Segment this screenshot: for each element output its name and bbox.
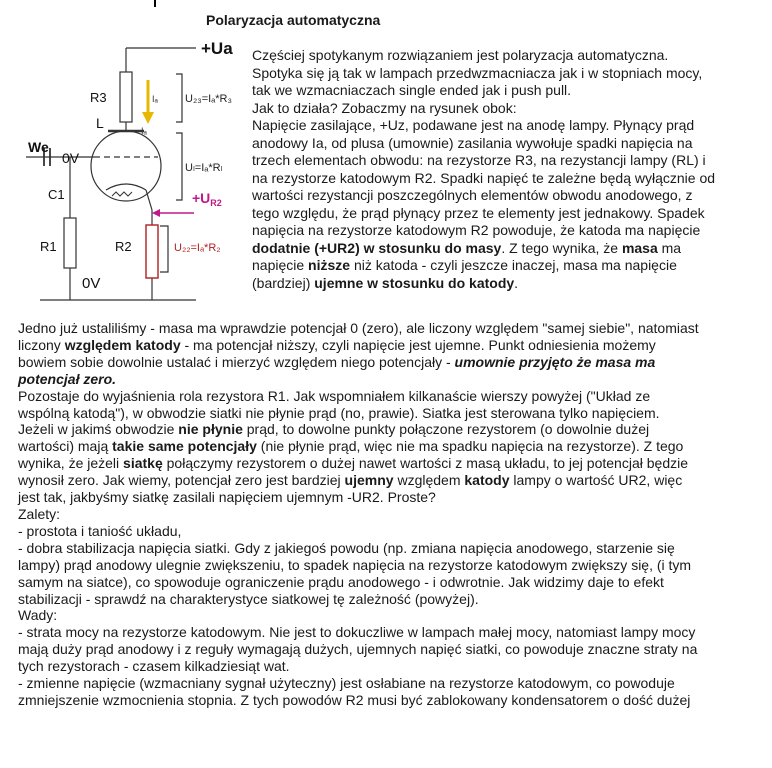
line-text: napięcie — [252, 257, 309, 273]
emphasis-text: niższe — [308, 257, 351, 273]
body-line: jest tak, jakbyśmy siatkę zasilali napięciem ujemnym -UR2. Proste? — [18, 489, 436, 506]
ground-0v-label: 0V — [82, 275, 101, 292]
body-line — [18, 472, 768, 489]
body-line: Zalety: — [18, 505, 61, 522]
top-divider — [154, 0, 156, 7]
body-line — [18, 354, 768, 371]
emphasis-text: potencjał zero. — [18, 370, 117, 387]
aside-line: Jak to działa? Zobaczmy na rysunek obok: — [252, 99, 517, 116]
line-text: niż katoda - czyli jeszcze inaczej, masa ma napięcie — [350, 257, 677, 273]
line-text: . — [514, 274, 519, 291]
line-text: . Z tego wynika, że — [501, 239, 622, 256]
r1-label: R1 — [40, 239, 57, 254]
aside-line: Częściej spotykanym rozwiązaniem jest polaryzacja automatyczna. — [252, 47, 669, 63]
tube-label: L — [96, 115, 104, 131]
body-line: - strata mocy na rezystorze katodowym. Nie jest to dokuczliwe w lampach małej mocy, natomiast lampy mocy — [18, 624, 696, 641]
emphasis-text: dodatnie (+UR2) w stosunku do masy — [252, 239, 502, 256]
line-text: liczony — [18, 336, 65, 353]
body-text — [18, 320, 768, 709]
ur2-formula: U₂₂=Iₐ*R₂ — [174, 242, 221, 254]
ia-arrow-label: Iₐ — [141, 126, 147, 136]
body-line: Pozostaje do wyjaśnienia rola rezystora R1. Jak wspomniałem kilkanaście wierszy powyżej ("Układ ze — [18, 387, 651, 404]
aside-text — [252, 47, 768, 292]
body-line — [18, 421, 768, 438]
ul-formula: Uₗ=Iₐ*Rₗ — [185, 162, 223, 174]
body-line — [18, 455, 768, 472]
r3-label: R3 — [90, 90, 107, 105]
r2-label: R2 — [115, 239, 132, 254]
line-text: wynika, że jeżeli — [18, 455, 124, 472]
aside-line: napięcia na rezystorze katodowym R2 powoduje, że katoda ma napięcie — [252, 222, 701, 238]
aside-line: na rezystorze katodowym R2. Spadki napięć te zależne będą wyłącznie od — [252, 169, 716, 186]
c1-label: C1 — [48, 187, 65, 202]
body-line: tych rezystorach - czasem kilkadziesiąt wat. — [18, 658, 290, 675]
circuit-diagram — [26, 30, 248, 314]
line-text: Jeżeli w jakimś obwodzie — [18, 421, 179, 438]
line-text: wynosił zero. Jak wiemy, potencjał zero jest bardziej — [18, 472, 345, 489]
body-line — [18, 438, 768, 455]
line-text: ma — [657, 239, 682, 256]
emphasis-text: ujemne w stosunku do katody — [314, 274, 515, 291]
aside-line: Spotyka się ją tak w lampach przedwzmacniacza jak i w stopniach mocy, — [252, 64, 703, 81]
aside-line: tego względu, że prąd płynący przez te elementy jest jednakowy. Spadek — [252, 204, 705, 221]
body-line: Jedno już ustaliliśmy - masa ma wprawdzie potencjał 0 (zero), ale liczony względem "samej siebie", natomiast — [18, 320, 699, 336]
emphasis-text: takie same potencjały — [112, 438, 257, 455]
aside-line: wartości rezystancji poszczególnych elementów obwodu anodowego, z — [252, 187, 693, 203]
ur2-plus-label: $+U_{R2}$ — [192, 190, 222, 208]
body-line: stabilizacji - sprawdź na charakterystyce siatkowej tę zależność (powyżej). — [18, 590, 479, 607]
ia-current-label: Iₐ — [152, 94, 158, 104]
line-text: bowiem sobie dowolnie ustalać i mierzyć względem niego potencjały - — [18, 353, 455, 370]
body-line — [18, 337, 768, 354]
aside-line — [252, 257, 768, 275]
body-line — [18, 371, 768, 388]
body-line: mają duży prąd anodowy i z reguły wymagają dużych, ujemnych napięć siatki, co powoduje znaczne straty na — [18, 641, 698, 658]
body-line: Wady: — [18, 607, 58, 624]
line-text: połączymy rezystorem o dużej nawet wartości z masą układu, to jej potencjał będzie — [162, 455, 688, 472]
aside-line: trzech elementach obwodu: na rezystorze R3, na rezystancji lampy (RL) i — [252, 152, 706, 168]
aside-line: anodowy Ia, od plusa (umownie) zasilania wywołuje spadki napięcia na — [252, 134, 693, 151]
body-line: zmniejszenie wzmocnienia stopnia. Z tych powodów R2 musi być zablokowany kondensatorem o dość dużej — [18, 691, 691, 708]
line-text: - ma potencjał niższy, czyli napięcie jest ujemne. Punkt odniesienia możemy — [180, 336, 656, 353]
line-text: lampy o wartość UR2, więc — [509, 472, 683, 489]
emphasis-text: masa — [621, 239, 658, 256]
aside-line — [252, 240, 768, 258]
line-text: (bardziej) — [252, 274, 315, 291]
aside-line — [252, 275, 768, 293]
ur3-formula: U₂₃=Iₐ*R₃ — [185, 93, 232, 105]
line-text: względem — [393, 472, 465, 489]
line-text: (nie płynie prąd, więc nie ma spadku napięcia na rezystorze). Z tego — [256, 438, 684, 455]
we-label: We — [28, 139, 49, 155]
emphasis-text: katody — [464, 472, 510, 489]
emphasis-text: siatkę — [123, 455, 163, 472]
emphasis-text: względem katody — [64, 336, 181, 353]
line-text: prąd, to dowolne punkty połączone rezystorem (o dowolnie dużej — [242, 421, 650, 438]
emphasis-text: nie płynie — [178, 421, 243, 438]
body-line: samym na siatce), co spowoduje ograniczenie prądu anodowego - i odwrotnie. Jak widzimy daje to efekt — [18, 573, 664, 590]
grid-0v-label: 0V — [62, 150, 80, 166]
body-line: - zmienne napięcie (wzmacniany sygnał użyteczny) jest osłabiane na rezystorze katodowym, co powoduje — [18, 675, 675, 692]
emphasis-text: umownie przyjęto że masa ma — [454, 353, 656, 370]
body-line: - prostota i taniość układu, — [18, 522, 182, 539]
body-line: wspólną katodą"), w obwodzie siatki nie płynie prąd (no, prawie). Siatka jest sterowana tylko napięciem. — [18, 404, 660, 421]
emphasis-text: ujemny — [344, 472, 394, 489]
body-line: - dobra stabilizacja napięcia siatki. Gdy z jakiegoś powodu (np. zmiana napięcia anodowego, starzenie się — [18, 539, 675, 556]
ua-label: +Ua — [201, 39, 233, 58]
body-line: lampy) prąd anodowy ulegnie zwiększeniu, to spadek napięcia na rezystorze katodowym zwiększy się, (i tym — [18, 556, 692, 573]
line-text: wartości) mają — [18, 438, 113, 455]
aside-line: tak we wzmacniaczach single ended jak i push pull. — [252, 82, 572, 98]
aside-line: Napięcie zasilające, +Uz, podawane jest na anodę lampy. Płynący prąd — [252, 117, 695, 133]
page-title: Polaryzacja automatyczna — [206, 12, 381, 28]
